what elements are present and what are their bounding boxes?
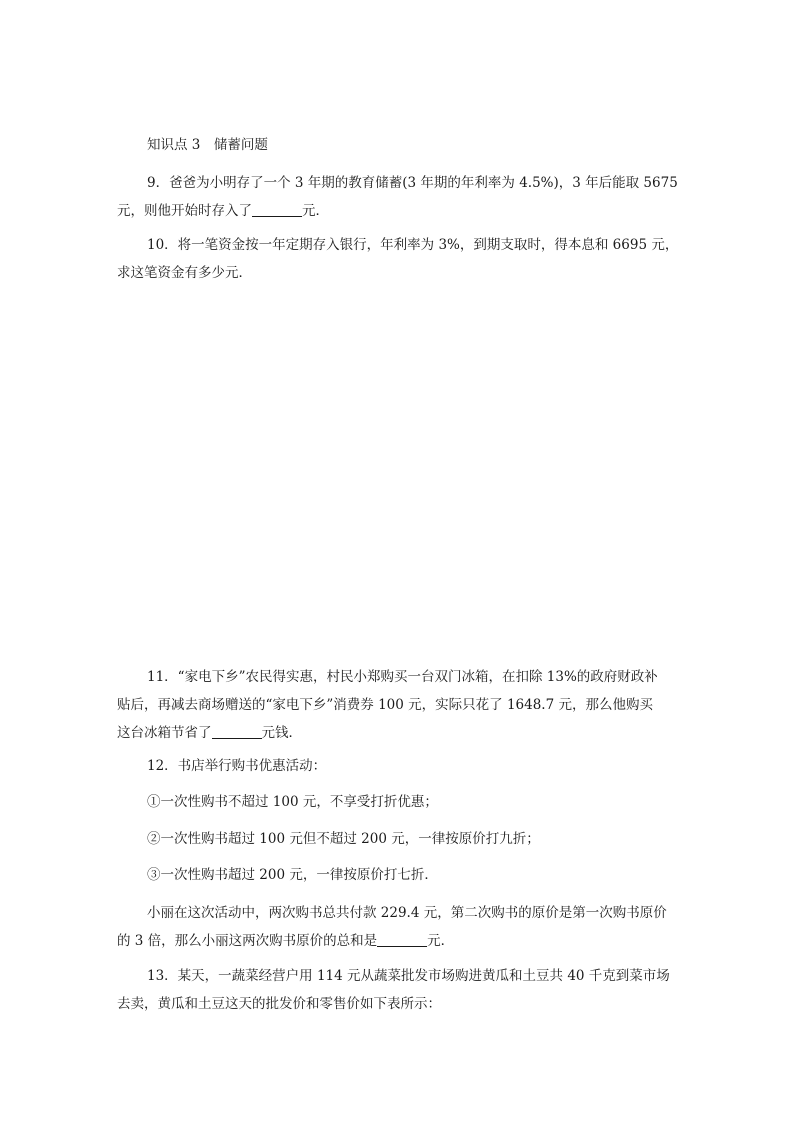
q12-intro-text: 12．书店举行购书优惠活动： — [147, 758, 327, 774]
q9-line-2-after: 元． — [302, 203, 329, 219]
question-13 — [117, 962, 679, 1018]
q11-line-2: 贴后，再减去商场赠送的“家电下乡”消费券 100 元，实际只花了 1648.7 元，那么他购买 — [117, 697, 653, 713]
q12-rule-1-text: ①一次性购书不超过 100 元，不享受打折优惠； — [147, 794, 438, 810]
q11-line-3-after: 元钱． — [261, 725, 302, 741]
q9-line-1: 9．爸爸为小明存了一个 3 年期的教育储蓄(3 年期的年利率为 4.5%)，3 年后能取 5675 — [147, 175, 678, 191]
q12-body-line-2-after: 元． — [427, 933, 455, 949]
q12-rule-1 — [117, 788, 679, 816]
q12-body-line-1: 小丽在这次活动中，两次购书总共付款 229.4 元，第二次购书的原价是第一次购书原价 — [147, 905, 667, 921]
q12-answer-blank — [377, 932, 427, 947]
question-10 — [117, 231, 679, 287]
q12-rule-3 — [117, 861, 679, 889]
q12-body-line-2-before: 的 3 倍，那么小丽这两次购书原价的总和是 — [117, 933, 378, 949]
question-12-body — [117, 899, 679, 955]
q11-line-1: 11．“家电下乡”农民得实惠，村民小郑购买一台双门冰箱，在扣除 13%的政府财政补 — [147, 669, 658, 685]
question-12-intro — [117, 752, 679, 780]
question-11 — [117, 663, 679, 747]
q11-answer-blank — [212, 724, 262, 739]
q13-line-2: 去卖，黄瓜和土豆这天的批发价和零售价如下表所示： — [117, 996, 441, 1012]
q10-line-2: 求这笔资金有多少元． — [117, 265, 252, 281]
section-title-text: 知识点 3 储蓄问题 — [147, 137, 268, 153]
q13-line-1: 13．某天，一蔬菜经营户用 114 元从蔬菜批发市场购进黄瓜和土豆共 40 千克到菜市场 — [147, 968, 670, 984]
q9-line-2-before: 元，则他开始时存入了 — [117, 203, 252, 219]
q9-answer-blank — [252, 202, 302, 217]
section-title — [117, 131, 679, 159]
q12-rule-2 — [117, 825, 679, 853]
q12-rule-2-text: ②一次性购书超过 100 元但不超过 200 元，一律按原价打九折； — [147, 831, 540, 847]
question-9 — [117, 169, 679, 225]
q10-line-1: 10．将一笔资金按一年定期存入银行，年利率为 3%，到期支取时，得本息和 6695 元， — [147, 237, 679, 253]
q12-rule-3-text: ③一次性购书超过 200 元，一律按原价打七折． — [147, 867, 438, 883]
q11-line-3-before: 这台冰箱节省了 — [117, 725, 212, 741]
